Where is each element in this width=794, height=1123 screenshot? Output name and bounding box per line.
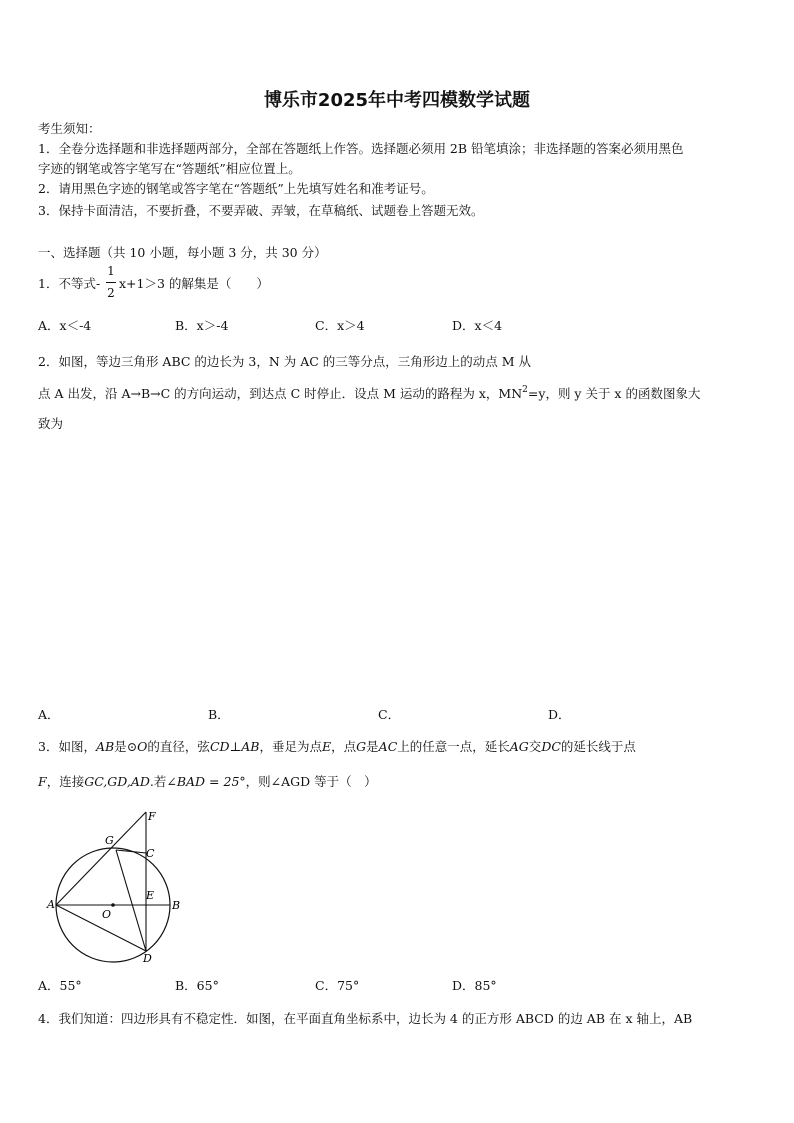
q1-fraction-denominator: 2 <box>107 286 115 300</box>
q2-line-2: 点 A 出发，沿 A→B→C 的方向运动，到达点 C 时停止．设点 M 运动的路程为 x，$MN^2=y$，则 y 关于 x 的函数图象大 <box>38 385 701 401</box>
q2-option-c[interactable]: C． <box>378 707 401 722</box>
q1-fraction-numerator: 1 <box>107 264 115 278</box>
notice-item-2: 2．请用黑色字迹的钢笔或答字笔在“答题纸”上先填写姓名和准考证号。 <box>38 181 434 196</box>
exam-title: 博乐市2025年中考四模数学试题 <box>263 90 531 111</box>
label-g: G <box>105 834 114 847</box>
label-f: F <box>148 810 156 823</box>
q3-option-a[interactable]: A．55° <box>38 978 82 993</box>
q3-line-1: 3．如图，AB是⊙O的直径，弦CD⊥AB，垂足为点E，点G是AC上的任意一点，延长AG交DC的延长线于点 <box>38 739 636 754</box>
q3-option-c[interactable]: C．75° <box>315 978 360 993</box>
q1-option-a[interactable]: A．x＜-4 <box>38 318 92 333</box>
label-a: A <box>47 898 55 911</box>
section-heading: 一、选择题（共 10 小题，每小题 3 分，共 30 分） <box>38 245 327 260</box>
notice-item-1-cont: 字迹的钢笔或答字笔写在“答题纸”相应位置上。 <box>38 161 301 176</box>
notice-heading: 考生须知： <box>38 121 101 136</box>
q1-prefix: 1．不等式- <box>38 276 101 291</box>
q3-option-b[interactable]: B．65° <box>175 978 219 993</box>
q2-option-d[interactable]: D． <box>548 707 571 722</box>
label-d: D <box>143 952 152 965</box>
q1-suffix: x+1＞3 的解集是（ ） <box>119 276 269 291</box>
q1-option-c[interactable]: C．x＞4 <box>315 318 365 333</box>
q2-option-b[interactable]: B． <box>208 707 230 722</box>
q2-option-a[interactable]: A． <box>38 707 60 722</box>
label-o: O <box>102 908 112 921</box>
label-e: E <box>146 889 155 902</box>
q2-line-1: 2．如图，等边三角形 ABC 的边长为 3，N 为 AC 的三等分点，三角形边上的动点 M 从 <box>38 354 532 369</box>
q1-fraction-bar <box>106 282 116 283</box>
q1-option-b[interactable]: B．x＞-4 <box>175 318 229 333</box>
line-af <box>56 812 146 905</box>
notice-item-3: 3．保持卡面清洁，不要折叠，不要弄破、弄皱，在草稿纸、试题卷上答题无效。 <box>38 203 484 218</box>
q3-circle-figure <box>36 808 186 968</box>
label-b: B <box>172 899 181 912</box>
q3-line-2: F，连接GC,GD,AD.若∠BAD = 25°，则∠AGD 等于（ ） <box>38 774 377 789</box>
q2-line-3: 致为 <box>38 416 64 431</box>
q3-option-d[interactable]: D．85° <box>452 978 497 993</box>
q1-option-d[interactable]: D．x＜4 <box>452 318 503 333</box>
line-ad <box>56 905 146 951</box>
center-point <box>111 903 115 907</box>
line-gd <box>116 850 146 951</box>
q4-line-1: 4．我们知道：四边形具有不稳定性．如图，在平面直角坐标系中，边长为 4 的正方形 ABCD 的边 AB 在 x 轴上，AB <box>38 1011 693 1026</box>
notice-item-1: 1．全卷分选择题和非选择题两部分，全部在答题纸上作答。选择题必须用 2B 铅笔填涂；非选择题的答案必须用黑色 <box>38 141 684 156</box>
label-c: C <box>146 847 155 860</box>
